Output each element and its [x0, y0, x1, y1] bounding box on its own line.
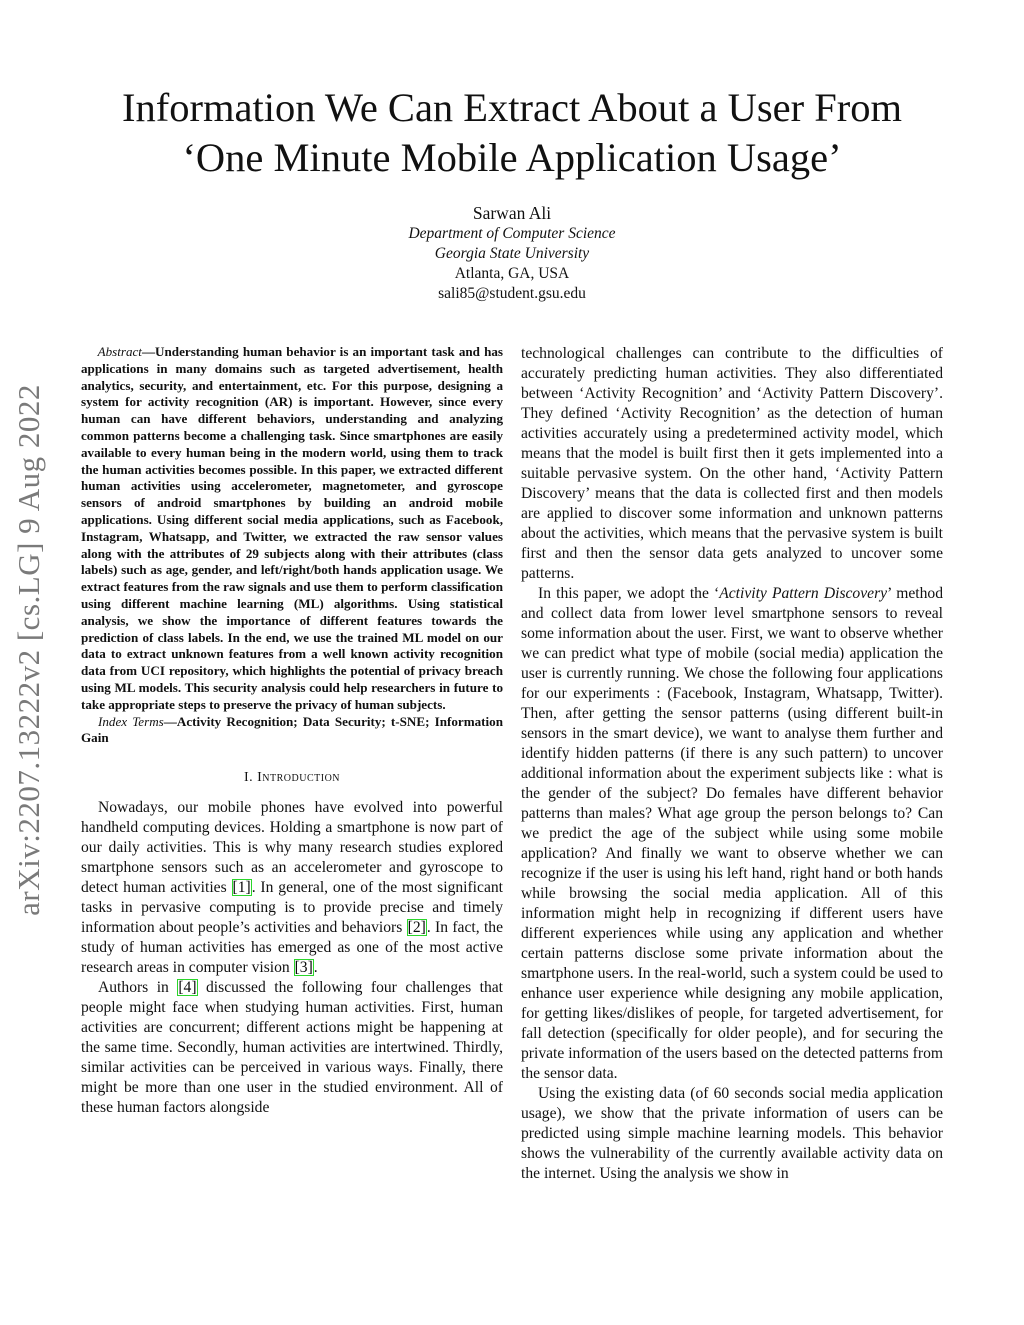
author-name: Sarwan Ali	[472, 203, 552, 223]
paragraph	[81, 798, 503, 978]
abstract-label: Abstract	[97, 344, 142, 359]
paragraph-text: . In fact, the study of human activities has emerged as one of the most active research areas in computer vision	[81, 919, 503, 977]
index-terms-dash: —	[163, 713, 177, 729]
author-email: sali85@student.gsu.edu	[438, 285, 586, 302]
section-heading-introduction	[81, 769, 503, 787]
paragraph-text: Authors in	[98, 979, 178, 997]
abstract	[81, 344, 503, 714]
right-column	[521, 344, 943, 1184]
paragraph-text: discussed the following four challenges that people might face when studying human activities. First, human activities are concurrent; different actions might be happening at the same time. Secondly, human activities are intertwined. Thirdly, similar activities can be perceived in various ways. Finally, there might be more than one user in the studied environment. All of these human factors alongside	[81, 979, 503, 1117]
arxiv-identifier-stamp	[7, 350, 51, 950]
title-line-1: Information We Can Extract About a User From	[122, 85, 902, 130]
index-terms-label: Index Terms	[98, 713, 164, 729]
citation-link[interactable]: [3]	[294, 959, 313, 977]
paragraph-text: ’ method and collect data from lower level smartphone sensors to reveal some information about the user. First, we want to observe whether we can predict what type of mobile (social media) application the user is currently running. We chose the following four applications for our experiments : (Facebook, Instagram, Whatsapp, Twitter). Then, after getting the sensor patterns (using different built-in sensors in the smart device), we want to analyse them further and identify hidden patterns (if there is any such pattern) to uncover additional information about the experiment subjects like : what is the gender of the subject? Do females have different behavior patterns than males? What age group the person belongs to? Can we predict the age of the subject while using some mobile application? And finally we want to observe whether we can recognize if the user is using his left hand, right hand or both hands while browsing the social media application. All of this information might help in recognizing if different users have different experiences while using any application and whether certain patterns disclose some private information about the smartphone users. In the real-world, such a system could be used to enhance user experience while designing any mobile application, for getting likes/dislikes of people, for targeted advertisement, for fall detection (specifically for older people), and for securing the private information of the users based on the detected patterns from the sensor data.	[521, 585, 943, 1082]
author-location: Atlanta, GA, USA	[454, 265, 570, 282]
left-column	[81, 344, 503, 1118]
paragraph	[81, 978, 503, 1118]
paragraph: Using the existing data (of 60 seconds social media application usage), we show that the private information of users can be predicted using simple machine learning models. This behavior shows the vulnerability of the currently available activity data on the internet. Using the analysis we show in	[521, 1085, 943, 1182]
paragraph: technological challenges can contribute to the difficulties of accurately predicting human activities. They also differentiated between ‘Activity Recognition’ and ‘Activity Pattern Discovery’. They defined ‘Activity Recognition’ as the detection of human activities accurately using a predetermined activity model, which means that the model is built first then it gets implemented into a suitable pervasive system. On the other hand, ‘Activity Pattern Discovery’ means that the data is collected first and then models are applied to discover some information and unknown patterns about the activities, which means that the pervasive system is built first and then the sensor data gets analyzed to uncover some patterns.	[521, 345, 943, 582]
arxiv-identifier-text: arXiv:2207.13222v2 [cs.LG] 9 Aug 2022	[11, 384, 47, 916]
abstract-text: Understanding human behavior is an important task and has applications in many domains such as targeted advertisement, health analytics, security, and entertainment, etc. For this purpose, designing a system for activity recognition (AR) is important. However, since every human can have different behaviors, understanding and analyzing common patterns become a challenging task. Since smartphones are easily available to every human being in the modern world, using them to track the human activities becomes possible. In this paper, we extracted different human activities using accelerometer, magnetometer, and gyroscope sensors of android smartphones by building an android mobile applications. Using different social media applications, such as Facebook, Instagram, Whatsapp, and Twitter, we extracted the raw sensor values along with the attributes of 29 subjects along with their attributes (class labels) such as age, gender, and left/right/both hands application usage. We extract features from the raw signals and use them to perform classification using different machine learning (ML) algorithms. Using statistical analysis, we show the importance of different features towards the prediction of class labels. In the end, we use the trained ML model on our data to extract unknown features from a well known activity recognition data from UCI repository, which highlights the potential of privacy breach using ML models. This security analysis could help researchers in future to take appropriate steps to preserve the privacy of human subjects.	[81, 344, 504, 712]
title-line-2: ‘One Minute Mobile Application Usage’	[182, 135, 842, 180]
abstract-dash: —	[141, 344, 156, 359]
citation-link[interactable]: [1]	[232, 879, 251, 897]
paragraph-text: In this paper, we adopt the ‘	[538, 585, 720, 602]
section-title: Introduction	[257, 770, 341, 786]
paragraph-text: . In general, one of the most significant tasks in pervasive computing is to provide precise and timely information about people’s activities and behaviors	[81, 879, 503, 937]
paragraph-text: .	[313, 959, 318, 977]
left-body	[81, 798, 503, 1118]
author-university: Georgia State University	[434, 245, 590, 262]
citation-link[interactable]: [2]	[407, 919, 426, 937]
index-terms-text: Activity Recognition; Data Security; t-SNE; Information Gain	[81, 713, 504, 746]
paper-title	[60, 83, 964, 183]
index-terms	[81, 714, 503, 748]
author-department: Department of Computer Science	[408, 225, 616, 242]
author-block	[0, 202, 1024, 304]
emphasis-text: Activity Pattern Discovery	[719, 585, 888, 602]
citation-link[interactable]: [4]	[178, 979, 197, 997]
paragraph-text: Nowadays, our mobile phones have evolved into powerful handheld computing devices. Holding a smartphone is now part of our daily activities. This is why many research studies explored smartphone sensors such as an accelerometer and gyroscope to detect human activities	[81, 799, 503, 897]
section-number: I.	[243, 770, 254, 786]
paragraph	[521, 584, 943, 1084]
